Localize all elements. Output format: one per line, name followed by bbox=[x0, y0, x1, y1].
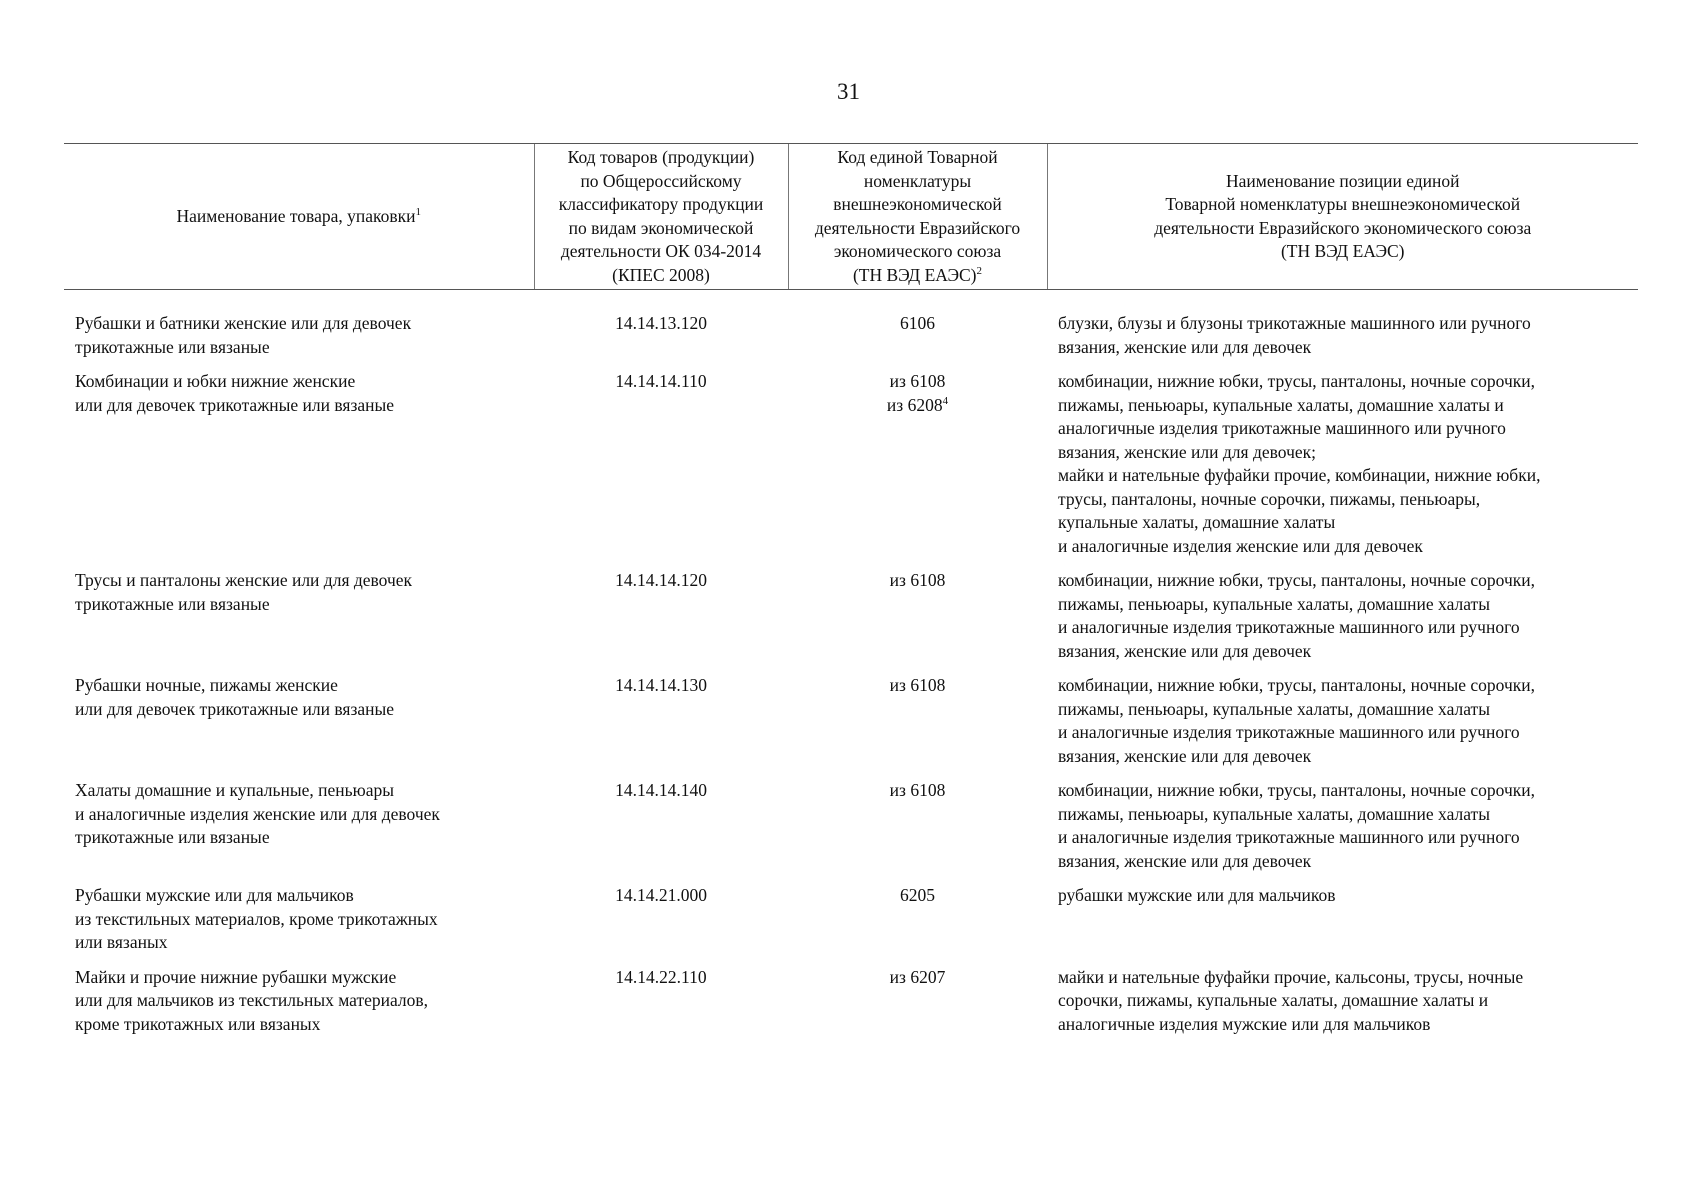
header-okpd-line: деятельности ОК 034-2014 bbox=[560, 241, 762, 261]
tnved-position-line: аналогичные изделия трикотажные машинного или ручного bbox=[1058, 418, 1506, 438]
tnved-code-cell bbox=[788, 884, 1047, 966]
goods-name-line: трикотажные или вязаные bbox=[75, 827, 270, 847]
table-row bbox=[64, 569, 1638, 674]
tnved-code-line bbox=[788, 779, 1047, 803]
tnved-code-cell bbox=[788, 779, 1047, 884]
header-okpd-line: Код товаров (продукции) bbox=[567, 147, 755, 167]
table-row bbox=[64, 779, 1638, 884]
tnved-position-line: комбинации, нижние юбки, трусы, панталоны, ночные сорочки, bbox=[1058, 570, 1536, 590]
tnved-code-footnote: 4 bbox=[942, 394, 949, 407]
goods-name-line: Рубашки и батники женские или для девочек bbox=[75, 313, 412, 333]
tnved-code-line bbox=[788, 370, 1047, 394]
okpd-code-cell: 14.14.14.110 bbox=[615, 371, 707, 391]
tnved-code: из 6108 bbox=[889, 675, 946, 695]
header-tnved-line: Код единой Товарной bbox=[837, 147, 998, 167]
header-tnved-line: номенклатуры bbox=[863, 170, 972, 191]
header-desc-line: (ТН ВЭД ЕАЭС) bbox=[1280, 241, 1405, 261]
goods-name-cell bbox=[64, 674, 534, 779]
tnved-code-line bbox=[788, 674, 1047, 698]
okpd-code-cell: 14.14.22.110 bbox=[615, 966, 707, 987]
tnved-position-cell bbox=[1047, 779, 1638, 884]
goods-name-line: трикотажные или вязаные bbox=[75, 336, 270, 357]
tnved-position-line: комбинации, нижние юбки, трусы, панталоны, ночные сорочки, bbox=[1058, 371, 1536, 391]
tnved-position-cell bbox=[1047, 966, 1638, 1048]
tnved-position-line: майки и нательные фуфайки прочие, комбинации, нижние юбки, bbox=[1058, 465, 1541, 485]
tnved-position-line: майки и нательные фуфайки прочие, кальсоны, трусы, ночные bbox=[1058, 966, 1524, 987]
header-desc-line: Товарной номенклатуры внешнеэкономической bbox=[1165, 194, 1521, 214]
goods-name-line: Комбинации и юбки нижние женские bbox=[75, 371, 356, 391]
tnved-position-line: вязания, женские или для девочек bbox=[1058, 336, 1312, 357]
tnved-position-line: комбинации, нижние юбки, трусы, панталоны, ночные сорочки, bbox=[1058, 675, 1536, 695]
goods-name-cell bbox=[64, 370, 534, 569]
goods-name-line: или для девочек трикотажные или вязаные bbox=[75, 394, 395, 415]
header-desc-line: Наименование позиции единой bbox=[1225, 170, 1460, 191]
tnved-code-cell bbox=[788, 966, 1047, 1048]
header-goods-name bbox=[64, 144, 534, 290]
goods-name-cell bbox=[64, 569, 534, 674]
header-okpd-line: по видам экономической bbox=[568, 217, 754, 238]
header-okpd-code bbox=[534, 144, 788, 290]
tnved-position-line: вязания, женские или для девочек bbox=[1058, 850, 1312, 871]
tnved-position-line: блузки, блузы и блузоны трикотажные машинного или ручного bbox=[1058, 313, 1531, 333]
tnved-position-line: вязания, женские или для девочек bbox=[1058, 745, 1312, 766]
tnved-code: из 6207 bbox=[889, 966, 946, 987]
goods-name-line: из текстильных материалов, кроме трикотажных bbox=[75, 908, 438, 929]
goods-name-cell bbox=[64, 779, 534, 884]
tnved-position-line: вязания, женские или для девочек; bbox=[1058, 441, 1317, 462]
tnved-code: из 6208 bbox=[886, 394, 943, 415]
table-row bbox=[64, 674, 1638, 779]
header-tnved-code bbox=[788, 144, 1047, 290]
tnved-position-cell bbox=[1047, 312, 1638, 370]
tnved-position-cell bbox=[1047, 884, 1638, 966]
table-body bbox=[64, 312, 1638, 1047]
tnved-code: 6106 bbox=[900, 313, 935, 333]
tnved-position-line: и аналогичные изделия женские или для девочек bbox=[1058, 535, 1423, 556]
tnved-code: из 6108 bbox=[889, 570, 946, 590]
tnved-position-line: и аналогичные изделия трикотажные машинного или ручного bbox=[1058, 617, 1520, 637]
goods-name-line: Халаты домашние и купальные, пеньюары bbox=[75, 780, 394, 800]
header-goods-name-footnote: 1 bbox=[415, 205, 421, 218]
header-tnved-line: экономического союза bbox=[833, 241, 1002, 261]
tnved-code-cell bbox=[788, 312, 1047, 370]
header-okpd-line: классификатору продукции bbox=[558, 194, 764, 214]
tnved-position-line: рубашки мужские или для мальчиков bbox=[1058, 885, 1336, 905]
tnved-code: 6205 bbox=[900, 885, 935, 905]
goods-name-line: Рубашки ночные, пижамы женские bbox=[75, 675, 338, 695]
tnved-position-line: трусы, панталоны, ночные сорочки, пижамы, пеньюары, bbox=[1058, 488, 1481, 509]
table-row bbox=[64, 370, 1638, 569]
header-tnved-abbr: (ТН ВЭД ЕАЭС) bbox=[852, 264, 977, 285]
goods-name-line: Трусы и панталоны женские или для девочек bbox=[75, 570, 413, 590]
tnved-code-line bbox=[788, 966, 1047, 990]
goods-name-cell bbox=[64, 884, 534, 966]
tnved-position-line: и аналогичные изделия трикотажные машинного или ручного bbox=[1058, 722, 1520, 742]
table-header bbox=[64, 144, 1638, 313]
okpd-code-cell: 14.14.14.130 bbox=[615, 675, 707, 695]
tnved-position-cell bbox=[1047, 569, 1638, 674]
tnved-position-line: сорочки, пижамы, купальные халаты, домашние халаты и bbox=[1058, 990, 1489, 1010]
okpd-code-cell: 14.14.21.000 bbox=[615, 885, 707, 905]
tnved-position-line: пижамы, пеньюары, купальные халаты, домашние халаты bbox=[1058, 803, 1490, 824]
table-row bbox=[64, 312, 1638, 370]
tnved-position-line: пижамы, пеньюары, купальные халаты, домашние халаты и bbox=[1058, 394, 1504, 415]
goods-name-cell bbox=[64, 312, 534, 370]
header-tnved-line: деятельности Евразийского bbox=[814, 217, 1021, 238]
header-okpd-line: по Общероссийскому bbox=[580, 170, 742, 191]
goods-name-line: и аналогичные изделия женские или для девочек bbox=[75, 803, 440, 824]
tnved-code: из 6108 bbox=[889, 371, 946, 391]
tnved-code-cell bbox=[788, 370, 1047, 569]
header-tnved-footnote: 2 bbox=[976, 264, 983, 277]
tnved-position-line: пижамы, пеньюары, купальные халаты, домашние халаты bbox=[1058, 698, 1490, 719]
tnved-position-line: аналогичные изделия мужские или для мальчиков bbox=[1058, 1013, 1431, 1034]
header-tnved-line-last bbox=[793, 264, 1043, 288]
tnved-position-line: вязания, женские или для девочек bbox=[1058, 640, 1312, 661]
header-tnved-line: внешнеэкономической bbox=[833, 194, 1002, 214]
tnved-code-line bbox=[788, 312, 1047, 336]
tnved-position-line: и аналогичные изделия трикотажные машинного или ручного bbox=[1058, 827, 1520, 847]
tnved-position-cell bbox=[1047, 370, 1638, 569]
header-tnved-position-name bbox=[1047, 144, 1638, 290]
tnved-position-cell bbox=[1047, 674, 1638, 779]
tnved-code-line bbox=[788, 884, 1047, 908]
okpd-code-cell: 14.14.14.140 bbox=[615, 780, 707, 800]
goods-name-line: трикотажные или вязаные bbox=[75, 593, 270, 614]
tnved-code: из 6108 bbox=[889, 780, 946, 800]
goods-name-line: или вязаных bbox=[75, 932, 168, 952]
tnved-position-line: купальные халаты, домашние халаты bbox=[1058, 512, 1336, 532]
goods-name-line: кроме трикотажных или вязаных bbox=[75, 1013, 321, 1034]
header-goods-name-text: Наименование товара, упаковки bbox=[176, 205, 416, 226]
goods-name-cell bbox=[64, 966, 534, 1048]
page-number: 31 bbox=[837, 79, 860, 104]
tnved-position-line: комбинации, нижние юбки, трусы, панталоны, ночные сорочки, bbox=[1058, 780, 1536, 800]
tnved-position-line: пижамы, пеньюары, купальные халаты, домашние халаты bbox=[1058, 593, 1490, 614]
tnved-code-cell bbox=[788, 569, 1047, 674]
okpd-code-cell: 14.14.14.120 bbox=[615, 570, 707, 590]
tnved-code-line bbox=[788, 394, 1047, 418]
table-row bbox=[64, 966, 1638, 1048]
tnved-code-line bbox=[788, 569, 1047, 593]
goods-name-line: или для девочек трикотажные или вязаные bbox=[75, 698, 395, 719]
goods-name-line: Рубашки мужские или для мальчиков bbox=[75, 885, 354, 905]
okpd-code-cell: 14.14.13.120 bbox=[615, 313, 707, 333]
goods-name-line: или для мальчиков из текстильных материалов, bbox=[75, 990, 429, 1010]
header-okpd-line: (КПЕС 2008) bbox=[612, 264, 710, 285]
table-row bbox=[64, 884, 1638, 966]
header-desc-line: деятельности Евразийского экономического союза bbox=[1154, 217, 1532, 238]
goods-name-line: Майки и прочие нижние рубашки мужские bbox=[75, 966, 397, 987]
tnved-code-cell bbox=[788, 674, 1047, 779]
goods-table bbox=[64, 143, 1638, 1047]
